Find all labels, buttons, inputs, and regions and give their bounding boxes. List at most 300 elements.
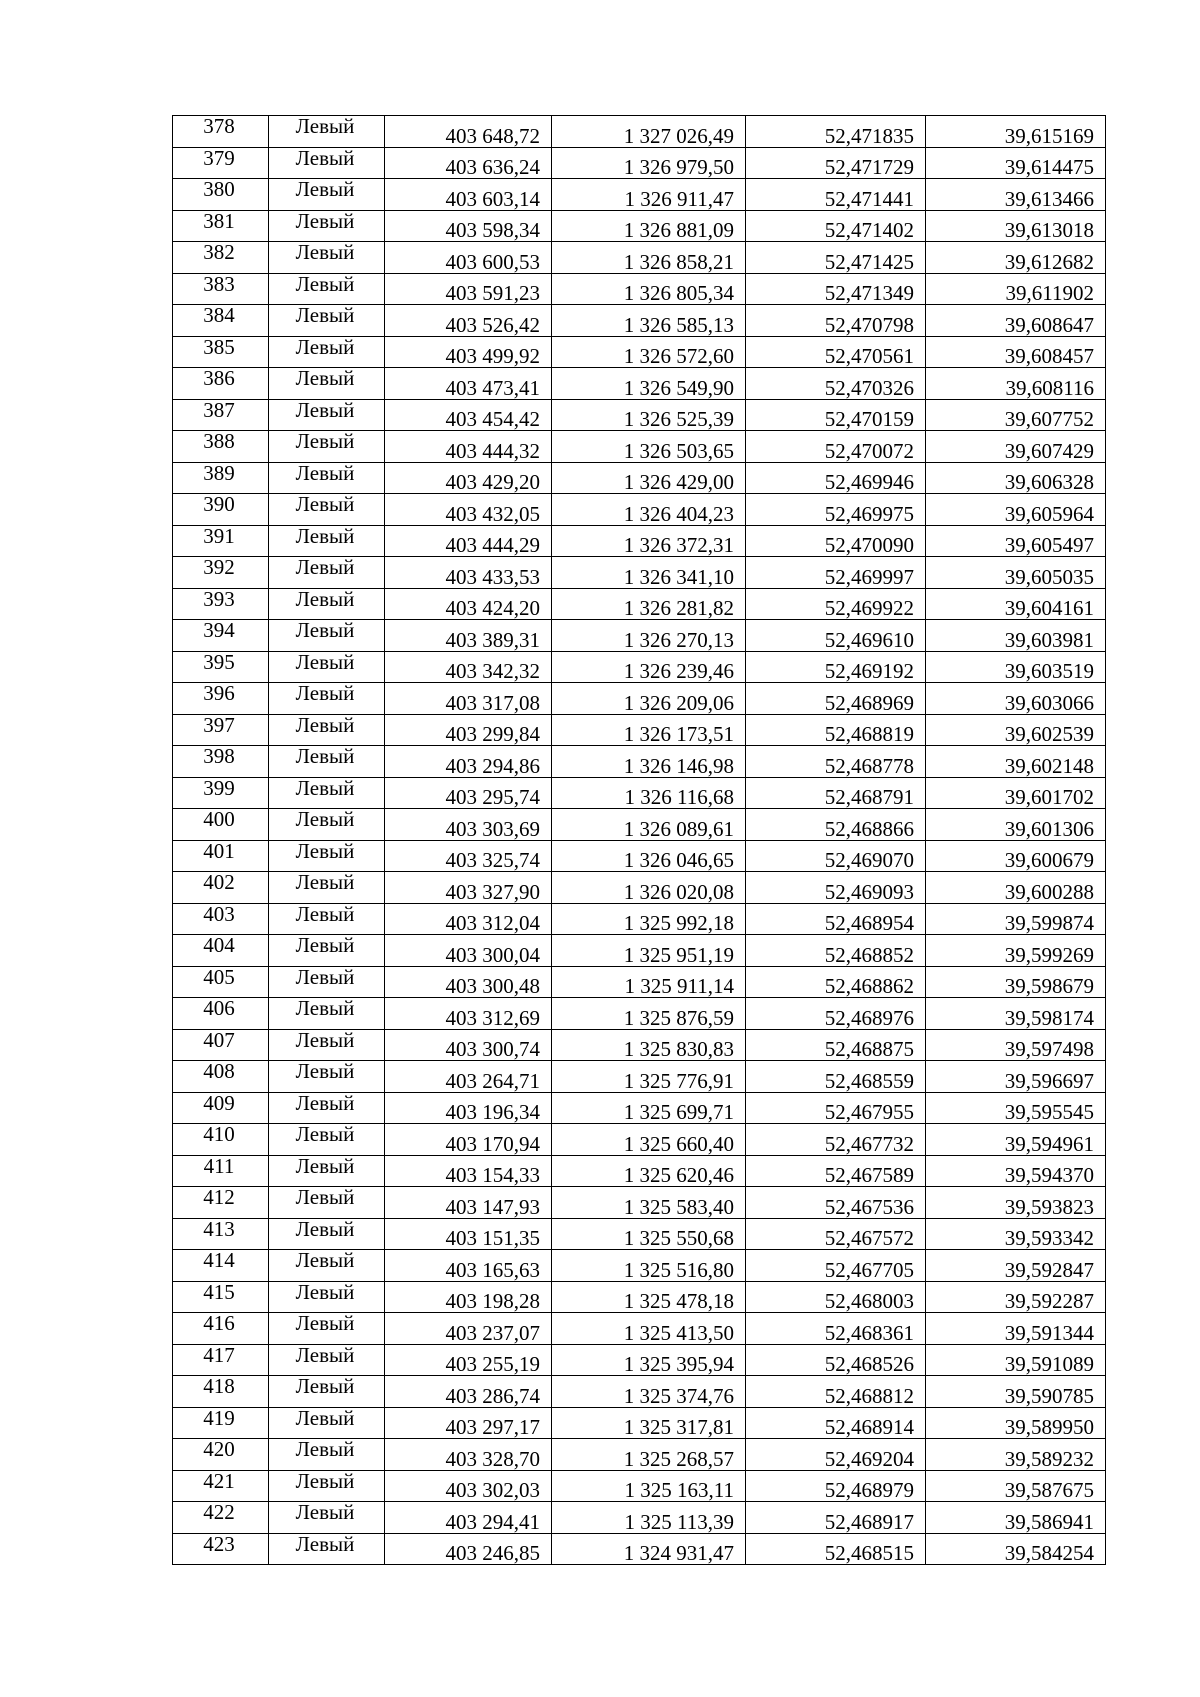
side-cell: Левый (269, 399, 385, 431)
y-coordinate-cell: 1 326 585,13 (552, 305, 746, 337)
longitude-cell: 39,601702 (926, 777, 1106, 809)
x-coordinate-cell: 403 154,33 (385, 1155, 552, 1187)
table-row (173, 1376, 1106, 1408)
y-coordinate-cell: 1 325 478,18 (552, 1281, 746, 1313)
latitude-cell: 52,468914 (746, 1407, 926, 1439)
longitude-cell: 39,613466 (926, 179, 1106, 211)
side-cell: Левый (269, 588, 385, 620)
y-coordinate-cell: 1 325 776,91 (552, 1061, 746, 1093)
y-coordinate-cell: 1 326 429,00 (552, 462, 746, 494)
table-row (173, 588, 1106, 620)
table-row (173, 179, 1106, 211)
side-cell: Левый (269, 1470, 385, 1502)
table-row (173, 903, 1106, 935)
longitude-cell: 39,590785 (926, 1376, 1106, 1408)
latitude-cell: 52,468003 (746, 1281, 926, 1313)
table-row (173, 998, 1106, 1030)
point-number-cell: 412 (173, 1187, 269, 1219)
point-number-cell: 381 (173, 210, 269, 242)
point-number-cell: 401 (173, 840, 269, 872)
x-coordinate-cell: 403 286,74 (385, 1376, 552, 1408)
latitude-cell: 52,469975 (746, 494, 926, 526)
x-coordinate-cell: 403 312,04 (385, 903, 552, 935)
longitude-cell: 39,602539 (926, 714, 1106, 746)
point-number-cell: 418 (173, 1376, 269, 1408)
y-coordinate-cell: 1 325 911,14 (552, 966, 746, 998)
longitude-cell: 39,587675 (926, 1470, 1106, 1502)
side-cell: Левый (269, 1124, 385, 1156)
x-coordinate-cell: 403 198,28 (385, 1281, 552, 1313)
table-row (173, 1250, 1106, 1282)
y-coordinate-cell: 1 325 395,94 (552, 1344, 746, 1376)
x-coordinate-cell: 403 147,93 (385, 1187, 552, 1219)
side-cell: Левый (269, 1218, 385, 1250)
y-coordinate-cell: 1 325 620,46 (552, 1155, 746, 1187)
table-row (173, 1124, 1106, 1156)
table-row (173, 462, 1106, 494)
table-row (173, 1281, 1106, 1313)
latitude-cell: 52,468976 (746, 998, 926, 1030)
side-cell: Левый (269, 557, 385, 589)
latitude-cell: 52,468778 (746, 746, 926, 778)
point-number-cell: 399 (173, 777, 269, 809)
point-number-cell: 414 (173, 1250, 269, 1282)
y-coordinate-cell: 1 326 404,23 (552, 494, 746, 526)
point-number-cell: 416 (173, 1313, 269, 1345)
point-number-cell: 407 (173, 1029, 269, 1061)
table-row (173, 1155, 1106, 1187)
y-coordinate-cell: 1 326 341,10 (552, 557, 746, 589)
longitude-cell: 39,597498 (926, 1029, 1106, 1061)
y-coordinate-cell: 1 326 805,34 (552, 273, 746, 305)
y-coordinate-cell: 1 325 413,50 (552, 1313, 746, 1345)
side-cell: Левый (269, 809, 385, 841)
x-coordinate-cell: 403 196,34 (385, 1092, 552, 1124)
longitude-cell: 39,612682 (926, 242, 1106, 274)
longitude-cell: 39,606328 (926, 462, 1106, 494)
x-coordinate-cell: 403 328,70 (385, 1439, 552, 1471)
latitude-cell: 52,467572 (746, 1218, 926, 1250)
x-coordinate-cell: 403 598,34 (385, 210, 552, 242)
x-coordinate-cell: 403 300,74 (385, 1029, 552, 1061)
x-coordinate-cell: 403 389,31 (385, 620, 552, 652)
point-number-cell: 410 (173, 1124, 269, 1156)
latitude-cell: 52,467705 (746, 1250, 926, 1282)
y-coordinate-cell: 1 326 209,06 (552, 683, 746, 715)
longitude-cell: 39,603066 (926, 683, 1106, 715)
latitude-cell: 52,469204 (746, 1439, 926, 1471)
x-coordinate-cell: 403 264,71 (385, 1061, 552, 1093)
point-number-cell: 393 (173, 588, 269, 620)
side-cell: Левый (269, 494, 385, 526)
latitude-cell: 52,471835 (746, 116, 926, 148)
point-number-cell: 400 (173, 809, 269, 841)
y-coordinate-cell: 1 325 550,68 (552, 1218, 746, 1250)
longitude-cell: 39,591089 (926, 1344, 1106, 1376)
side-cell: Левый (269, 1281, 385, 1313)
side-cell: Левый (269, 840, 385, 872)
side-cell: Левый (269, 1061, 385, 1093)
longitude-cell: 39,600288 (926, 872, 1106, 904)
table-row (173, 1218, 1106, 1250)
latitude-cell: 52,470072 (746, 431, 926, 463)
side-cell: Левый (269, 368, 385, 400)
table-row (173, 1029, 1106, 1061)
longitude-cell: 39,586941 (926, 1502, 1106, 1534)
y-coordinate-cell: 1 326 572,60 (552, 336, 746, 368)
x-coordinate-cell: 403 342,32 (385, 651, 552, 683)
y-coordinate-cell: 1 325 699,71 (552, 1092, 746, 1124)
side-cell: Левый (269, 1502, 385, 1534)
y-coordinate-cell: 1 326 116,68 (552, 777, 746, 809)
longitude-cell: 39,604161 (926, 588, 1106, 620)
table-row (173, 714, 1106, 746)
x-coordinate-cell: 403 302,03 (385, 1470, 552, 1502)
x-coordinate-cell: 403 429,20 (385, 462, 552, 494)
table-row (173, 1533, 1106, 1565)
longitude-cell: 39,613018 (926, 210, 1106, 242)
latitude-cell: 52,468812 (746, 1376, 926, 1408)
longitude-cell: 39,593342 (926, 1218, 1106, 1250)
side-cell: Левый (269, 620, 385, 652)
latitude-cell: 52,469946 (746, 462, 926, 494)
longitude-cell: 39,611902 (926, 273, 1106, 305)
x-coordinate-cell: 403 432,05 (385, 494, 552, 526)
longitude-cell: 39,615169 (926, 116, 1106, 148)
table-row (173, 1439, 1106, 1471)
x-coordinate-cell: 403 246,85 (385, 1533, 552, 1565)
x-coordinate-cell: 403 603,14 (385, 179, 552, 211)
x-coordinate-cell: 403 636,24 (385, 147, 552, 179)
side-cell: Левый (269, 431, 385, 463)
x-coordinate-cell: 403 591,23 (385, 273, 552, 305)
x-coordinate-cell: 403 165,63 (385, 1250, 552, 1282)
point-number-cell: 389 (173, 462, 269, 494)
longitude-cell: 39,607752 (926, 399, 1106, 431)
y-coordinate-cell: 1 326 270,13 (552, 620, 746, 652)
latitude-cell: 52,468954 (746, 903, 926, 935)
x-coordinate-cell: 403 327,90 (385, 872, 552, 904)
latitude-cell: 52,467732 (746, 1124, 926, 1156)
table-row (173, 1187, 1106, 1219)
y-coordinate-cell: 1 324 931,47 (552, 1533, 746, 1565)
longitude-cell: 39,595545 (926, 1092, 1106, 1124)
latitude-cell: 52,471349 (746, 273, 926, 305)
longitude-cell: 39,603519 (926, 651, 1106, 683)
latitude-cell: 52,470326 (746, 368, 926, 400)
side-cell: Левый (269, 1439, 385, 1471)
x-coordinate-cell: 403 444,32 (385, 431, 552, 463)
table-row (173, 1092, 1106, 1124)
point-number-cell: 386 (173, 368, 269, 400)
latitude-cell: 52,471402 (746, 210, 926, 242)
latitude-cell: 52,468875 (746, 1029, 926, 1061)
x-coordinate-cell: 403 170,94 (385, 1124, 552, 1156)
table-row (173, 399, 1106, 431)
y-coordinate-cell: 1 326 281,82 (552, 588, 746, 620)
latitude-cell: 52,469997 (746, 557, 926, 589)
longitude-cell: 39,602148 (926, 746, 1106, 778)
point-number-cell: 383 (173, 273, 269, 305)
side-cell: Левый (269, 1029, 385, 1061)
table-row (173, 809, 1106, 841)
side-cell: Левый (269, 872, 385, 904)
x-coordinate-cell: 403 151,35 (385, 1218, 552, 1250)
latitude-cell: 52,469093 (746, 872, 926, 904)
longitude-cell: 39,589950 (926, 1407, 1106, 1439)
table-row (173, 777, 1106, 809)
table-row (173, 620, 1106, 652)
point-number-cell: 380 (173, 179, 269, 211)
y-coordinate-cell: 1 326 525,39 (552, 399, 746, 431)
point-number-cell: 403 (173, 903, 269, 935)
table-row (173, 1502, 1106, 1534)
coordinates-table-body (173, 116, 1106, 1565)
table-row (173, 1313, 1106, 1345)
latitude-cell: 52,468866 (746, 809, 926, 841)
side-cell: Левый (269, 147, 385, 179)
latitude-cell: 52,468969 (746, 683, 926, 715)
side-cell: Левый (269, 179, 385, 211)
y-coordinate-cell: 1 327 026,49 (552, 116, 746, 148)
y-coordinate-cell: 1 326 881,09 (552, 210, 746, 242)
longitude-cell: 39,592287 (926, 1281, 1106, 1313)
side-cell: Левый (269, 1187, 385, 1219)
side-cell: Левый (269, 336, 385, 368)
longitude-cell: 39,608457 (926, 336, 1106, 368)
y-coordinate-cell: 1 326 979,50 (552, 147, 746, 179)
side-cell: Левый (269, 273, 385, 305)
point-number-cell: 388 (173, 431, 269, 463)
y-coordinate-cell: 1 326 173,51 (552, 714, 746, 746)
latitude-cell: 52,470561 (746, 336, 926, 368)
x-coordinate-cell: 403 473,41 (385, 368, 552, 400)
point-number-cell: 387 (173, 399, 269, 431)
y-coordinate-cell: 1 325 583,40 (552, 1187, 746, 1219)
longitude-cell: 39,607429 (926, 431, 1106, 463)
point-number-cell: 419 (173, 1407, 269, 1439)
table-row (173, 1470, 1106, 1502)
latitude-cell: 52,469610 (746, 620, 926, 652)
point-number-cell: 396 (173, 683, 269, 715)
point-number-cell: 385 (173, 336, 269, 368)
point-number-cell: 415 (173, 1281, 269, 1313)
table-row (173, 305, 1106, 337)
point-number-cell: 404 (173, 935, 269, 967)
latitude-cell: 52,470798 (746, 305, 926, 337)
side-cell: Левый (269, 998, 385, 1030)
latitude-cell: 52,468852 (746, 935, 926, 967)
longitude-cell: 39,592847 (926, 1250, 1106, 1282)
latitude-cell: 52,468917 (746, 1502, 926, 1534)
side-cell: Левый (269, 116, 385, 148)
point-number-cell: 382 (173, 242, 269, 274)
x-coordinate-cell: 403 300,04 (385, 935, 552, 967)
y-coordinate-cell: 1 326 239,46 (552, 651, 746, 683)
point-number-cell: 391 (173, 525, 269, 557)
point-number-cell: 420 (173, 1439, 269, 1471)
latitude-cell: 52,471441 (746, 179, 926, 211)
x-coordinate-cell: 403 325,74 (385, 840, 552, 872)
side-cell: Левый (269, 305, 385, 337)
x-coordinate-cell: 403 526,42 (385, 305, 552, 337)
table-row (173, 210, 1106, 242)
x-coordinate-cell: 403 297,17 (385, 1407, 552, 1439)
x-coordinate-cell: 403 600,53 (385, 242, 552, 274)
table-row (173, 368, 1106, 400)
coordinates-table (172, 115, 1106, 1565)
point-number-cell: 402 (173, 872, 269, 904)
x-coordinate-cell: 403 300,48 (385, 966, 552, 998)
y-coordinate-cell: 1 325 374,76 (552, 1376, 746, 1408)
x-coordinate-cell: 403 294,41 (385, 1502, 552, 1534)
table-row (173, 273, 1106, 305)
y-coordinate-cell: 1 326 911,47 (552, 179, 746, 211)
longitude-cell: 39,614475 (926, 147, 1106, 179)
x-coordinate-cell: 403 294,86 (385, 746, 552, 778)
table-row (173, 116, 1106, 148)
table-row (173, 966, 1106, 998)
side-cell: Левый (269, 525, 385, 557)
point-number-cell: 398 (173, 746, 269, 778)
x-coordinate-cell: 403 454,42 (385, 399, 552, 431)
side-cell: Левый (269, 242, 385, 274)
latitude-cell: 52,470159 (746, 399, 926, 431)
side-cell: Левый (269, 210, 385, 242)
latitude-cell: 52,468361 (746, 1313, 926, 1345)
side-cell: Левый (269, 1533, 385, 1565)
latitude-cell: 52,467589 (746, 1155, 926, 1187)
point-number-cell: 406 (173, 998, 269, 1030)
table-row (173, 683, 1106, 715)
point-number-cell: 379 (173, 147, 269, 179)
latitude-cell: 52,468791 (746, 777, 926, 809)
side-cell: Левый (269, 651, 385, 683)
longitude-cell: 39,598679 (926, 966, 1106, 998)
longitude-cell: 39,584254 (926, 1533, 1106, 1565)
longitude-cell: 39,591344 (926, 1313, 1106, 1345)
point-number-cell: 408 (173, 1061, 269, 1093)
side-cell: Левый (269, 683, 385, 715)
point-number-cell: 394 (173, 620, 269, 652)
y-coordinate-cell: 1 325 992,18 (552, 903, 746, 935)
side-cell: Левый (269, 1313, 385, 1345)
point-number-cell: 392 (173, 557, 269, 589)
y-coordinate-cell: 1 326 503,65 (552, 431, 746, 463)
longitude-cell: 39,599874 (926, 903, 1106, 935)
side-cell: Левый (269, 903, 385, 935)
y-coordinate-cell: 1 325 113,39 (552, 1502, 746, 1534)
y-coordinate-cell: 1 326 046,65 (552, 840, 746, 872)
table-row (173, 494, 1106, 526)
longitude-cell: 39,605035 (926, 557, 1106, 589)
point-number-cell: 413 (173, 1218, 269, 1250)
longitude-cell: 39,589232 (926, 1439, 1106, 1471)
latitude-cell: 52,467536 (746, 1187, 926, 1219)
latitude-cell: 52,468862 (746, 966, 926, 998)
side-cell: Левый (269, 1092, 385, 1124)
side-cell: Левый (269, 1407, 385, 1439)
table-row (173, 1344, 1106, 1376)
longitude-cell: 39,594370 (926, 1155, 1106, 1187)
y-coordinate-cell: 1 325 951,19 (552, 935, 746, 967)
y-coordinate-cell: 1 325 660,40 (552, 1124, 746, 1156)
y-coordinate-cell: 1 325 317,81 (552, 1407, 746, 1439)
latitude-cell: 52,471425 (746, 242, 926, 274)
x-coordinate-cell: 403 444,29 (385, 525, 552, 557)
table-row (173, 935, 1106, 967)
y-coordinate-cell: 1 326 858,21 (552, 242, 746, 274)
table-row (173, 1407, 1106, 1439)
longitude-cell: 39,603981 (926, 620, 1106, 652)
y-coordinate-cell: 1 326 089,61 (552, 809, 746, 841)
longitude-cell: 39,608647 (926, 305, 1106, 337)
latitude-cell: 52,468819 (746, 714, 926, 746)
table-row (173, 746, 1106, 778)
longitude-cell: 39,605497 (926, 525, 1106, 557)
side-cell: Левый (269, 462, 385, 494)
longitude-cell: 39,593823 (926, 1187, 1106, 1219)
y-coordinate-cell: 1 325 163,11 (552, 1470, 746, 1502)
y-coordinate-cell: 1 325 268,57 (552, 1439, 746, 1471)
x-coordinate-cell: 403 648,72 (385, 116, 552, 148)
x-coordinate-cell: 403 317,08 (385, 683, 552, 715)
latitude-cell: 52,468515 (746, 1533, 926, 1565)
table-row (173, 840, 1106, 872)
side-cell: Левый (269, 746, 385, 778)
point-number-cell: 411 (173, 1155, 269, 1187)
latitude-cell: 52,470090 (746, 525, 926, 557)
longitude-cell: 39,605964 (926, 494, 1106, 526)
table-row (173, 336, 1106, 368)
x-coordinate-cell: 403 433,53 (385, 557, 552, 589)
point-number-cell: 397 (173, 714, 269, 746)
longitude-cell: 39,596697 (926, 1061, 1106, 1093)
latitude-cell: 52,467955 (746, 1092, 926, 1124)
side-cell: Левый (269, 1376, 385, 1408)
y-coordinate-cell: 1 325 830,83 (552, 1029, 746, 1061)
side-cell: Левый (269, 1155, 385, 1187)
side-cell: Левый (269, 935, 385, 967)
x-coordinate-cell: 403 299,84 (385, 714, 552, 746)
y-coordinate-cell: 1 326 020,08 (552, 872, 746, 904)
y-coordinate-cell: 1 326 549,90 (552, 368, 746, 400)
point-number-cell: 395 (173, 651, 269, 683)
table-row (173, 651, 1106, 683)
side-cell: Левый (269, 1250, 385, 1282)
latitude-cell: 52,468526 (746, 1344, 926, 1376)
point-number-cell: 417 (173, 1344, 269, 1376)
x-coordinate-cell: 403 295,74 (385, 777, 552, 809)
point-number-cell: 405 (173, 966, 269, 998)
latitude-cell: 52,471729 (746, 147, 926, 179)
longitude-cell: 39,601306 (926, 809, 1106, 841)
x-coordinate-cell: 403 255,19 (385, 1344, 552, 1376)
point-number-cell: 423 (173, 1533, 269, 1565)
x-coordinate-cell: 403 424,20 (385, 588, 552, 620)
x-coordinate-cell: 403 312,69 (385, 998, 552, 1030)
table-row (173, 872, 1106, 904)
latitude-cell: 52,469070 (746, 840, 926, 872)
latitude-cell: 52,468979 (746, 1470, 926, 1502)
y-coordinate-cell: 1 326 146,98 (552, 746, 746, 778)
point-number-cell: 422 (173, 1502, 269, 1534)
longitude-cell: 39,599269 (926, 935, 1106, 967)
x-coordinate-cell: 403 499,92 (385, 336, 552, 368)
table-row (173, 147, 1106, 179)
latitude-cell: 52,469192 (746, 651, 926, 683)
table-row (173, 557, 1106, 589)
